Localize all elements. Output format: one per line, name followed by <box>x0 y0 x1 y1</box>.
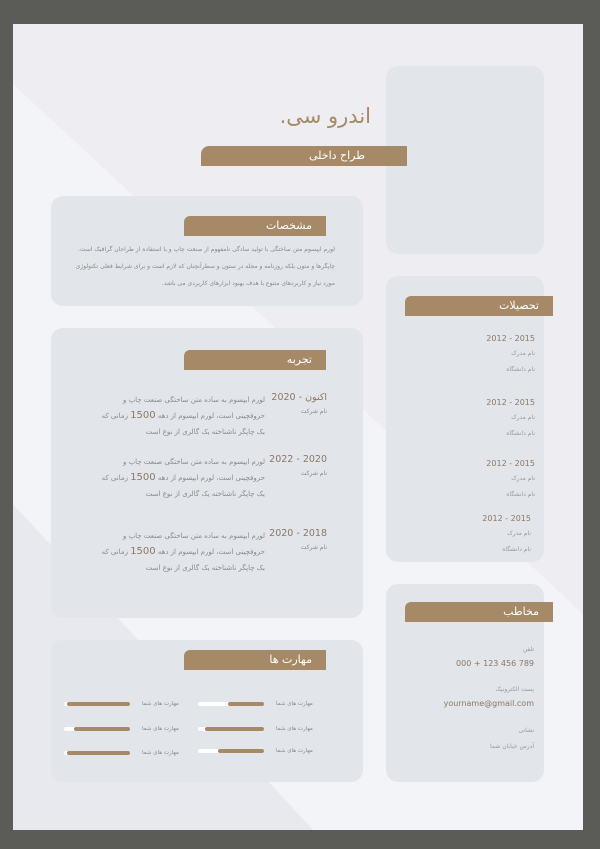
skill-label: مهارت های شما <box>142 701 179 707</box>
resume-page <box>13 24 583 830</box>
skill-bar <box>198 702 264 706</box>
experience-description: لورم ایپسوم به ساده متن ساختگی صنعت چاپ و حروفچینی است، لورم ایپسوم از دهه 1500 زمانی که یک چاپگر ناشناخته یک گالری از نوع است <box>101 458 265 498</box>
education-school: نام دانشگاه <box>506 366 535 373</box>
experience-date: 2020 - 2018 <box>269 528 327 539</box>
education-item <box>415 332 535 378</box>
education-years: 2012 - 2015 <box>482 514 531 523</box>
job-title: طراح داخلی <box>201 146 407 166</box>
education-item <box>415 396 535 442</box>
address-label: نشانی <box>518 727 534 734</box>
education-heading: تحصیلات <box>405 296 553 316</box>
education-degree: نام مدرک <box>511 350 535 357</box>
education-years: 2012 - 2015 <box>486 398 535 407</box>
skill-label: مهارت های شما <box>142 726 179 732</box>
skill-bar <box>64 751 130 755</box>
skill-bar <box>64 702 130 706</box>
skill-label: مهارت های شما <box>276 701 313 707</box>
contact-heading: مخاطب <box>405 602 553 622</box>
skill-bar-fill <box>228 702 264 706</box>
experience-description: لورم ایپسوم به ساده متن ساختگی صنعت چاپ و حروفچینی است، لورم ایپسوم از دهه 1500 زمانی که یک چاپگر ناشناخته یک گالری از نوع است <box>101 396 265 436</box>
photo-panel <box>386 66 544 254</box>
education-degree: نام مدرک <box>511 414 535 421</box>
education-school: نام دانشگاه <box>502 546 531 553</box>
skill-bar-fill <box>205 727 264 731</box>
skill-label: مهارت های شما <box>276 726 313 732</box>
skill-bar-fill <box>74 727 130 731</box>
profile-heading: مشخصات <box>184 216 326 236</box>
education-years: 2012 - 2015 <box>486 459 535 468</box>
experience-item <box>77 392 327 462</box>
skill-label: مهارت های شما <box>276 748 313 754</box>
experience-date: 2022 - 2020 <box>269 454 327 465</box>
email-value[interactable]: yourname@gmail.com <box>443 699 534 708</box>
experience-item <box>77 528 327 598</box>
email-label: پست الکترونیک <box>495 686 534 693</box>
education-item <box>411 512 531 558</box>
experience-item <box>77 454 327 524</box>
experience-date: 2020 - اکنون <box>271 392 327 403</box>
skill-bar <box>64 727 130 731</box>
experience-company: نام شرکت <box>300 544 327 551</box>
skill-bar-fill <box>218 749 264 753</box>
experience-company: نام شرکت <box>300 408 327 415</box>
skill-label: مهارت های شما <box>142 750 179 756</box>
education-degree: نام مدرک <box>511 475 535 482</box>
experience-heading: تجربه <box>184 350 326 370</box>
education-degree: نام مدرک <box>507 530 531 537</box>
skill-bar <box>198 749 264 753</box>
skill-bar-fill <box>67 702 130 706</box>
skill-bar-fill <box>67 751 130 755</box>
education-school: نام دانشگاه <box>506 430 535 437</box>
skills-heading: مهارت ها <box>184 650 326 670</box>
education-school: نام دانشگاه <box>506 491 535 498</box>
profile-text: لورم ایپسوم متن ساختگی با تولید سادگی نامفهوم از صنعت چاپ و با استفاده از طراحان گرافیک است. چاپگرها و متون بلکه روزنامه و مجله در ستون و سطرآنچنان که لازم است و برای شرایط فعلی تکنولوژی مورد نیاز و کاربردهای متنوع با هدف بهبود ابزارهای کاربردی می باشد. <box>75 246 335 287</box>
education-years: 2012 - 2015 <box>486 334 535 343</box>
candidate-name: اندرو سی. <box>279 104 371 128</box>
experience-description: لورم ایپسوم به ساده متن ساختگی صنعت چاپ و حروفچینی است، لورم ایپسوم از دهه 1500 زمانی که یک چاپگر ناشناخته یک گالری از نوع است <box>101 532 265 572</box>
experience-company: نام شرکت <box>300 470 327 477</box>
education-item <box>415 457 535 503</box>
phone-label: تلفن <box>522 646 534 653</box>
phone-value: 000 + 123 456 789 <box>456 659 534 668</box>
address-value: آدرس خیابان شما <box>490 743 534 750</box>
skill-bar <box>198 727 264 731</box>
